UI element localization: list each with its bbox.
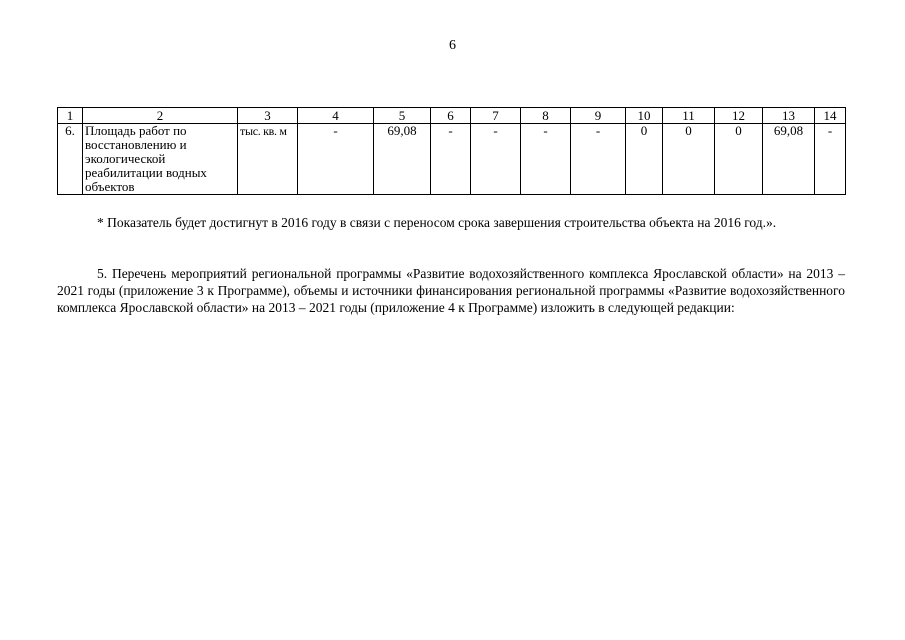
row-number: 6.: [58, 124, 83, 195]
header-cell: 10: [626, 108, 663, 124]
header-cell: 9: [571, 108, 626, 124]
header-cell: 13: [763, 108, 815, 124]
unit-cell: тыс. кв. м: [238, 124, 298, 195]
value-cell: -: [815, 124, 846, 195]
value-cell: -: [571, 124, 626, 195]
value-cell: -: [431, 124, 471, 195]
value-cell: 69,08: [374, 124, 431, 195]
indicator-name: Площадь работ по восстановлению и экологической реабилитации водных объектов: [83, 124, 238, 195]
value-cell: -: [471, 124, 521, 195]
value-cell: 69,08: [763, 124, 815, 195]
value-cell: 0: [626, 124, 663, 195]
value-cell: 0: [715, 124, 763, 195]
header-cell: 2: [83, 108, 238, 124]
header-cell: 1: [58, 108, 83, 124]
indicator-table: [57, 107, 846, 195]
page-number: 6: [449, 38, 456, 53]
header-cell: 8: [521, 108, 571, 124]
table-row: [58, 124, 846, 195]
header-cell: 7: [471, 108, 521, 124]
footnote: * Показатель будет достигнут в 2016 году в связи с переносом срока завершения строительства объекта на 2016 год.».: [97, 215, 777, 230]
header-cell: 4: [298, 108, 374, 124]
header-cell: 6: [431, 108, 471, 124]
value-cell: -: [521, 124, 571, 195]
table-header-row: [58, 108, 846, 124]
header-cell: 14: [815, 108, 846, 124]
header-cell: 3: [238, 108, 298, 124]
header-cell: 11: [663, 108, 715, 124]
header-cell: 12: [715, 108, 763, 124]
value-cell: 0: [663, 124, 715, 195]
value-cell: -: [298, 124, 374, 195]
amendment-paragraph: 5. Перечень мероприятий региональной программы «Развитие водохозяйственного комплекса Ярославской области» на 2013 – 2021 годы (приложение 3 к Программе), объемы и источники финансирования региональной программы «Развитие водохозяйственного комплекса Ярославской области» на 2013 – 2021 годы (приложение 4 к Программе) изложить в следующей редакции:: [57, 266, 845, 315]
header-cell: 5: [374, 108, 431, 124]
